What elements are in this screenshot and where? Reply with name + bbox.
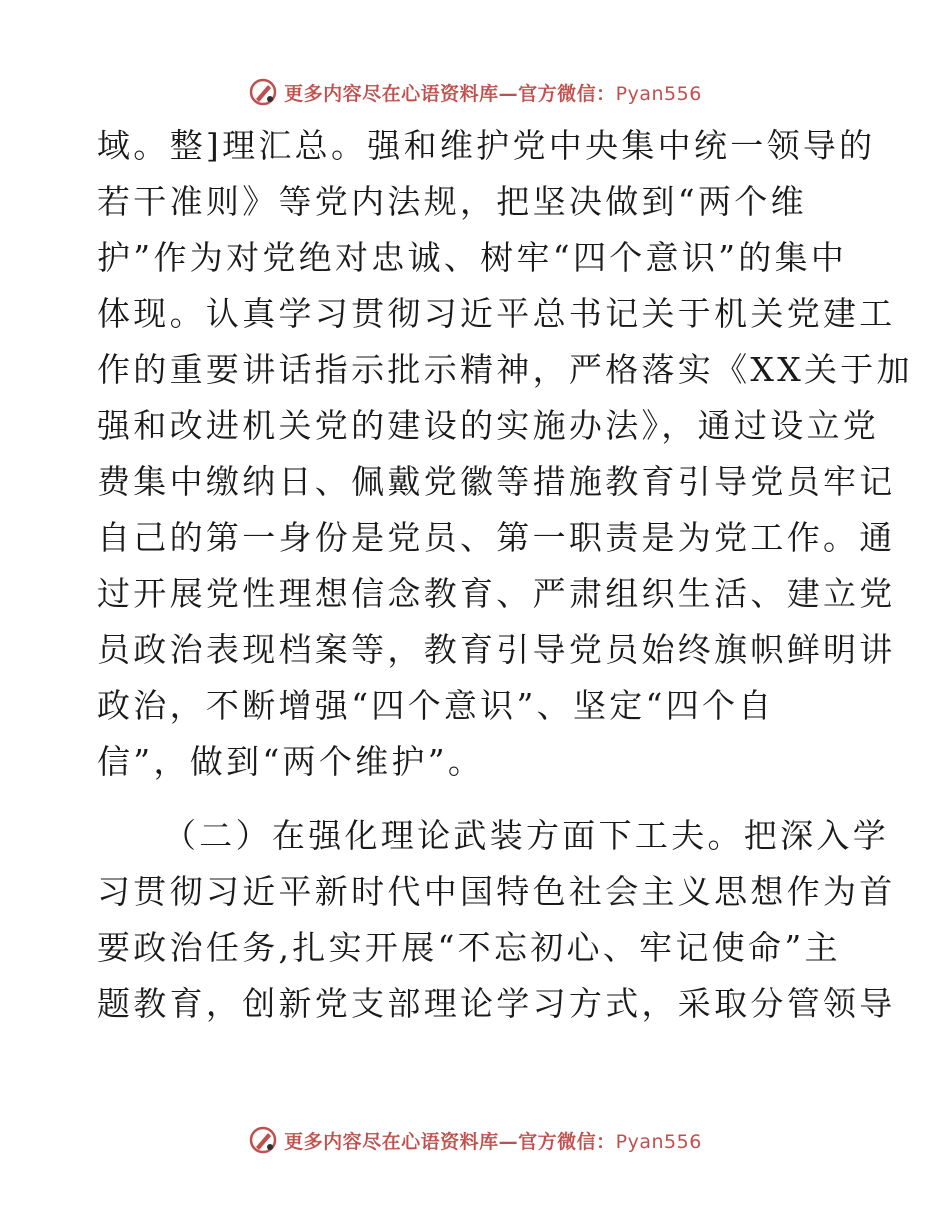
- text-line: 护”作为对党绝对忠诚、树牢“四个意识”的集中: [97, 238, 848, 277]
- text-line: 习贯彻习近平新时代中国特色社会主义思想作为首: [97, 872, 896, 911]
- text-line: 体现。认真学习贯彻习近平总书记关于机关党建工: [97, 294, 896, 333]
- text-line: （二）在强化理论武装方面下工夫。把深入学: [163, 816, 889, 855]
- header-banner: [0, 72, 950, 112]
- text-line: 员政治表现档案等，教育引导党员始终旗帜鲜明讲: [97, 630, 896, 669]
- text-line: 要政治任务,扎实开展“不忘初心、牢记使命”主: [97, 928, 841, 967]
- text-line: 强和改进机关党的建设的实施办法》，通过设立党: [97, 406, 880, 445]
- logo-icon: [248, 1125, 278, 1155]
- paragraph-1: [97, 118, 913, 790]
- text-line: 信”，做到“两个维护”。: [97, 742, 485, 781]
- document-body: [97, 118, 913, 1032]
- text-line: 域。整]理汇总。强和维护党中央集中统一领导的: [97, 126, 876, 165]
- text-line: 作的重要讲话指示批示精神，严格落实《XX关于加: [97, 350, 913, 389]
- logo-icon: [248, 77, 278, 107]
- text-line: 题教育，创新党支部理论学习方式，采取分管领导: [97, 984, 896, 1023]
- header-banner-id: Pyan556: [615, 82, 702, 105]
- footer-banner-id: Pyan556: [615, 1130, 702, 1153]
- paragraph-gap: [97, 790, 867, 808]
- paragraph-2: [97, 808, 896, 1032]
- text-line: 若干准则》等党内法规，把坚决做到“两个维: [97, 182, 807, 221]
- header-banner-text: 更多内容尽在心语资料库—官方微信：Pyan556: [284, 82, 702, 105]
- footer-banner: [0, 1120, 950, 1160]
- text-line: 自己的第一身份是党员、第一职责是为党工作。通: [97, 518, 896, 557]
- text-line: 费集中缴纳日、佩戴党徽等措施教育引导党员牢记: [97, 462, 896, 501]
- text-line: 政治，不断增强“四个意识”、坚定“四个自: [97, 686, 775, 725]
- footer-banner-text: 更多内容尽在心语资料库—官方微信：Pyan556: [284, 1130, 702, 1153]
- text-line: 过开展党性理想信念教育、严肃组织生活、建立党: [97, 574, 896, 613]
